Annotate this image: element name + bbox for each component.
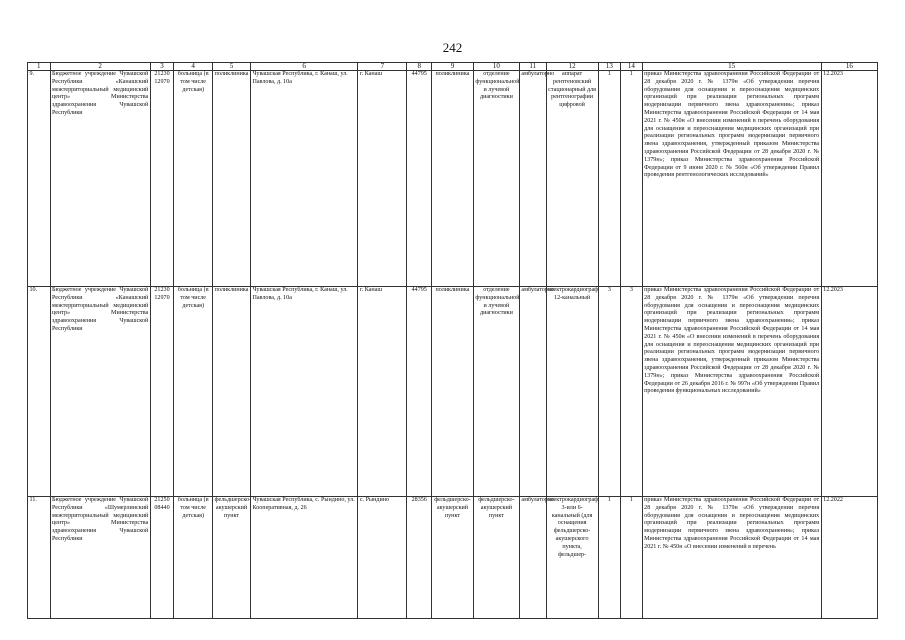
col-header: 12	[546, 63, 598, 71]
col-header: 2	[50, 63, 150, 71]
care-form-cell: амбулаторно	[519, 497, 546, 619]
col-header: 15	[642, 63, 821, 71]
code-cell: 21230 12970	[150, 287, 174, 497]
address-cell: Чувашская Республика, с. Рындино, ул. Кооперативная, д. 26	[250, 497, 357, 619]
col-header: 9	[431, 63, 473, 71]
equipment-table	[27, 62, 878, 619]
table-row	[28, 71, 878, 287]
address-cell: Чувашская Республика, г. Канаш, ул. Павлова, д. 10а	[250, 287, 357, 497]
col-header: 5	[213, 63, 251, 71]
care-form-cell: амбулаторно	[519, 71, 546, 287]
table-row	[28, 287, 878, 497]
locality-cell: г. Канаш	[358, 71, 407, 287]
col-header: 8	[407, 63, 432, 71]
legal-basis-cell: приказ Министерства здравоохранения Российской Федерации от 28 декабря 2020 г. № 1379н «Об утверждении перечня оборудования для оснащения и переоснащения медицинских организаций при реализации региональных программ модернизации первичного звена здравоохранения»; приказ Министерства здравоохранения Российской Федерации от 14 мая 2021 г. № 450н «О внесении изменений в перечень	[642, 497, 821, 619]
col-header: 4	[174, 63, 213, 71]
equipment-cell: электрокардиограф 3-или 6-канальный (для оснащения фельдшерско-акушерского пункта, фельдшер-	[546, 497, 598, 619]
row-number: 10.	[28, 287, 51, 497]
organization-cell: Бюджетное учреждение Чувашской Республики «Канашский межтерриториальный медицинский центр» Министерства здравоохранения Чувашской Республики	[50, 287, 150, 497]
col-header: 14	[621, 63, 642, 71]
col-header: 10	[473, 63, 519, 71]
unit-cell: поликлиника	[213, 287, 251, 497]
table-row	[28, 497, 878, 619]
col-header: 16	[821, 63, 877, 71]
row-number: 9.	[28, 71, 51, 287]
legal-basis-cell: приказ Министерства здравоохранения Российской Федерации от 28 декабря 2020 г. № 1379н «Об утверждении перечня оборудования для оснащения и переоснащения медицинских организаций при реализации региональных программ модернизации первичного звена здравоохранения»; приказ Министерства здравоохранения Российской Федерации от 14 мая 2021 г. № 450н «О внесении изменений в перечень оборудования для оснащения и переоснащения медицинских организаций при реализации региональных программ модернизации первичного звена здравоохранения, утвержденный приказом Министерства здравоохранения Российской Федерации от 28 декабря 2020 г. № 1379н»; приказ Министерства здравоохранения Российской Федерации от 26 декабря 2016 г. № 997н «Об утверждении Правил проведения функциональных исследований»	[642, 287, 821, 497]
profile-cell: поликлиника	[431, 71, 473, 287]
department-cell: фельдшерско-акушерский пункт	[473, 497, 519, 619]
col-header: 11	[519, 63, 546, 71]
unit-cell: фельдшерско-акушерский пункт	[213, 497, 251, 619]
col-header: 13	[598, 63, 621, 71]
okato-cell: 44795	[407, 71, 432, 287]
equipment-cell: аппарат рентгеновский стационарный для рентгенографии цифровой	[546, 71, 598, 287]
quantity-cell: 3	[621, 287, 642, 497]
organization-cell: Бюджетное учреждение Чувашской Республики «Канашский межтерриториальный медицинский центр» Министерства здравоохранения Чувашской Республики	[50, 71, 150, 287]
care-form-cell: амбулаторно	[519, 287, 546, 497]
facility-type-cell: больница (в том числе детская)	[174, 287, 213, 497]
legal-basis-cell: приказ Министерства здравоохранения Российской Федерации от 28 декабря 2020 г. № 1379н «Об утверждении перечня оборудования для оснащения и переоснащения медицинских организаций при реализации региональных программ модернизации первичного звена здравоохранения»; приказ Министерства здравоохранения Российской Федерации от 14 мая 2021 г. № 450н «О внесении изменений в перечень оборудования для оснащения и переоснащения медицинских организаций при реализации региональных программ модернизации первичного звена здравоохранения, утвержденный приказом Министерства здравоохранения Российской Федерации от 28 декабря 2020 г. № 1379н»; приказ Министерства здравоохранения Российской Федерации от 9 июня 2020 г. № 560н «Об утверждении Правил проведения рентгенологических исследований»	[642, 71, 821, 287]
organization-cell: Бюджетное учреждение Чувашской Республики «Шумерлинский межтерриториальный медицинский центр» Министерства здравоохранения Чувашской Республики	[50, 497, 150, 619]
column-number-row	[28, 63, 878, 71]
facility-type-cell: больница (в том числе детская)	[174, 497, 213, 619]
code-cell: 21250 08440	[150, 497, 174, 619]
quantity-cell: 3	[598, 287, 621, 497]
profile-cell: фельдшерско-акушерский пункт	[431, 497, 473, 619]
equipment-cell: электрокардиограф 12-канальный	[546, 287, 598, 497]
col-header: 7	[358, 63, 407, 71]
code-cell: 21230 12970	[150, 71, 174, 287]
department-cell: отделение функциональной и лучевой диагностики	[473, 287, 519, 497]
okato-cell: 28356	[407, 497, 432, 619]
col-header: 3	[150, 63, 174, 71]
quantity-cell: 1	[598, 497, 621, 619]
date-cell: 12.2023	[821, 71, 877, 287]
facility-type-cell: больница (в том числе детская)	[174, 71, 213, 287]
department-cell: отделение функциональной и лучевой диагностики	[473, 71, 519, 287]
page-number: 242	[442, 40, 463, 55]
row-number: 11.	[28, 497, 51, 619]
locality-cell: г. Канаш	[358, 287, 407, 497]
unit-cell: поликлиника	[213, 71, 251, 287]
locality-cell: с. Рындино	[358, 497, 407, 619]
profile-cell: поликлиника	[431, 287, 473, 497]
quantity-cell: 1	[621, 497, 642, 619]
quantity-cell: 1	[598, 71, 621, 287]
col-header: 6	[250, 63, 357, 71]
col-header: 1	[28, 63, 51, 71]
date-cell: 12.2022	[821, 497, 877, 619]
address-cell: Чувашская Республика, г. Канаш, ул. Павлова, д. 10а	[250, 71, 357, 287]
okato-cell: 44795	[407, 287, 432, 497]
quantity-cell: 1	[621, 71, 642, 287]
date-cell: 12.2023	[821, 287, 877, 497]
